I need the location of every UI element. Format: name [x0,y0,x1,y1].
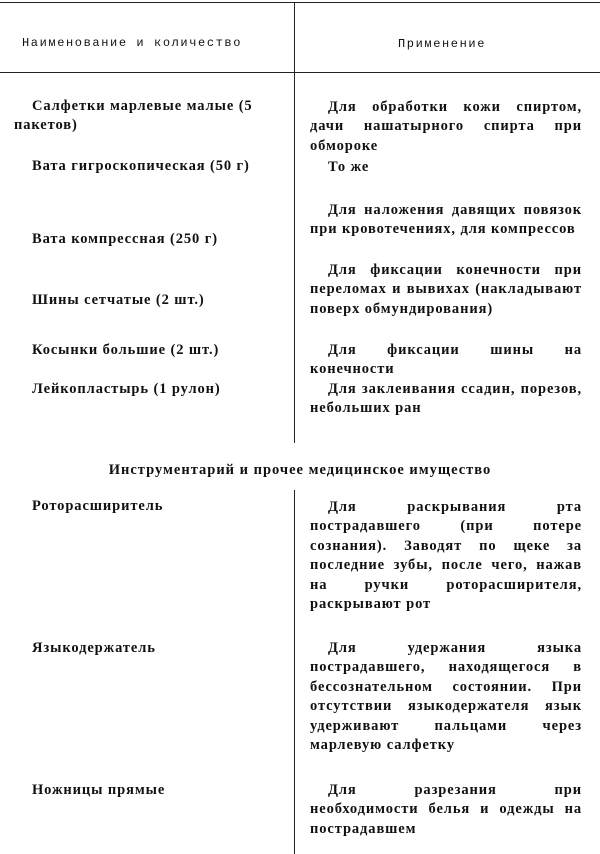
item-use: Для удержания языка пострадавшего, находящегося в бессознательном состоянии. При отсутствии языкодержателя язык удерживают пальцами через марлевую салфетку [310,640,582,754]
item-name: Салфетки марлевые малые (5 пакетов) [14,98,253,134]
section-title: Инструментарий и прочее медицинское имущество [108,462,492,478]
column-divider-bottom [294,490,295,854]
item-use: Для разрезания при необходимости белья и одежды на пострадавшем [310,782,582,837]
item-name: Косынки большие (2 шт.) [32,342,220,358]
item-use: Для раскрывания рта пострадавшего (при потере сознания). Заводят по щеке за последние зубы, после чего, нажав на ручки роторасширителя, раскрывают рот [310,499,582,613]
item-name: Вата компрессная (250 г) [32,231,218,247]
item-name: Роторасширитель [32,498,164,514]
item-name: Шины сетчатые (2 шт.) [32,292,205,308]
item-use: Для обработки кожи спиртом, дачи нашатырного спирта при обмороке [310,99,582,154]
item-name: Вата гигроскопическая (50 г) [32,158,250,174]
item-use: Для фиксации шины на конечности [310,342,582,378]
column-header-name: Наименование и количество [22,36,243,50]
item-use: То же [328,159,370,175]
header-bottom-rule [0,72,600,73]
item-use: Для наложения давящих повязок при кровотечениях, для компрессов [310,202,582,238]
item-use: Для заклеивания ссадин, порезов, небольших ран [310,381,582,417]
item-name: Лейкопластырь (1 рулон) [32,381,221,397]
item-name: Языкодержатель [32,640,156,656]
header-top-rule [0,2,600,3]
column-divider-top [294,2,295,443]
item-name: Ножницы прямые [32,782,166,798]
column-header-use: Применение [398,37,487,51]
item-use: Для фиксации конечности при переломах и вывихах (накладывают поверх обмундирования) [310,262,582,317]
